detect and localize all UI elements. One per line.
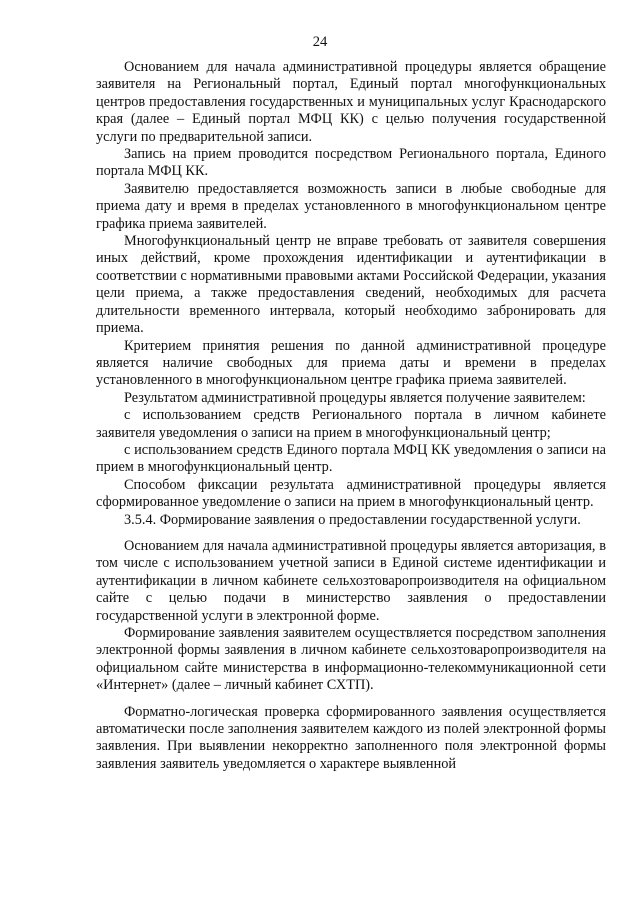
paragraph: Основанием для начала административной процедуры является обращение заявителя на Региональный портал, Единый портал многофункциональных центров предоставления государственных и муниципальных услуг Краснодарского края (далее – Единый портал МФЦ КК) с целью получения государственной услуги по предварительной записи. (96, 59, 606, 145)
document-body (96, 59, 606, 773)
paragraph: Форматно-логическая проверка сформированного заявления осуществляется автоматически после заполнения заявителем каждого из полей электронной формы заявления. При выявлении некорректно заполненного поля электронной формы заявления заявитель уведомляется о характере выявленной (96, 703, 606, 772)
section-heading: 3.5.4. Формирование заявления о предоставлении государственной услуги. (124, 511, 581, 528)
paragraph: Результатом административной процедуры является получение заявителем: (124, 389, 586, 406)
paragraph: Способом фиксации результата административной процедуры является сформированное уведомление о записи на прием в многофункциональный центр. (96, 476, 606, 511)
paragraph: Критерием принятия решения по данной административной процедуре является наличие свободных для приема даты и времени в пределах установленного в многофункциональном центре графика приема заявителей. (96, 337, 606, 389)
paragraph: с использованием средств Единого портала МФЦ КК уведомления о записи на прием в многофункциональный центр. (96, 441, 606, 476)
paragraph: Формирование заявления заявителем осуществляется посредством заполнения электронной формы заявления в личном кабинете сельхозтоваропроизводителя на официальном сайте министерства в информационно-телекоммуникационной сети «Интернет» (далее – личный кабинет СХТП). (96, 625, 606, 694)
paragraph: Запись на прием проводится посредством Регионального портала, Единого портала МФЦ КК. (96, 146, 606, 180)
paragraph: Многофункциональный центр не вправе требовать от заявителя совершения иных действий, кроме прохождения идентификации и аутентификации в соответствии с нормативными правовыми актами Российской Федерации, указания цели приема, а также предоставления сведений, необходимых для расчета длительности временного интервала, который необходимо забронировать для приема. (96, 233, 606, 337)
paragraph: Заявителю предоставляется возможность записи в любые свободные для приема дату и время в пределах установленного в многофункциональном центре графика приема заявителей. (96, 180, 606, 232)
page-number: 24 (312, 34, 328, 50)
paragraph: Основанием для начала административной процедуры является авторизация, в том числе с использованием учетной записи в Единой системе идентификации и аутентификации в личном кабинете сельхозтоваропроизводителя на официальном сайте с целью подачи в министерство заявления о предоставлении государственной услуги в электронной форме. (96, 537, 606, 624)
paragraph: с использованием средств Регионального портала в личном кабинете заявителя уведомления о записи на прием в многофункциональный центр; (96, 407, 606, 441)
